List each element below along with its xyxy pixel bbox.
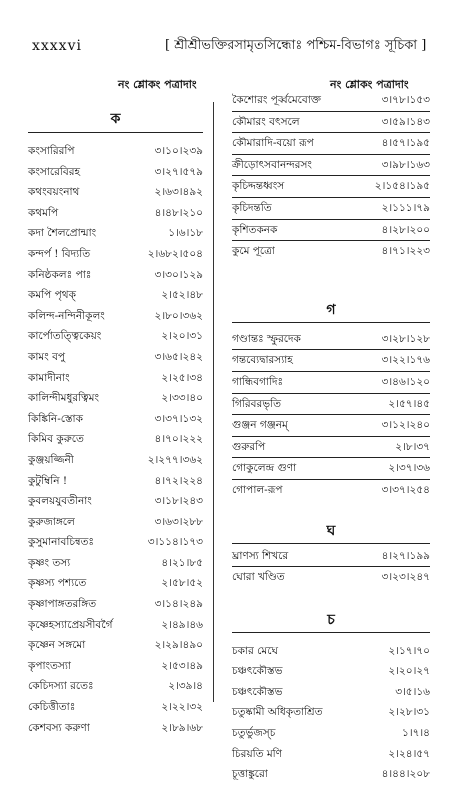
entry-reference: ২।২২।৩২ [161, 701, 203, 714]
index-entry [232, 546, 430, 568]
index-entry [232, 155, 430, 177]
entry-reference: ৪।৪৪।২০৮ [381, 768, 430, 781]
entry-text: কথমপি [28, 206, 59, 219]
column-divider [213, 102, 214, 702]
index-entry [28, 512, 203, 533]
index-entry [28, 203, 203, 224]
entry-reference: ২।৫৩।৪৯ [161, 659, 203, 672]
index-entry [232, 329, 430, 351]
page-number: xxxxvi [32, 38, 82, 54]
entry-text: গণ্ডান্তঃ স্ফুরদেক [232, 332, 301, 345]
entry-text: কৃষ্ণেহস্যাপ্রেয়সীবর্গৈ [28, 618, 113, 631]
index-entry [232, 241, 430, 262]
index-entry [28, 326, 203, 347]
entry-text: কুটুম্বিনি ! [28, 474, 68, 487]
entry-text: ঘোরা খণ্ডিত [232, 571, 285, 584]
index-entry [232, 702, 430, 723]
entry-text: চতুষ্কামী অধিকৃতাশ্রিত [232, 706, 323, 719]
entry-text: চকার মেঘে [232, 644, 278, 657]
index-entry [28, 615, 203, 636]
entry-text: কুসুমানাবচিন্বতঃ [28, 536, 95, 549]
index-entry [28, 141, 203, 162]
entry-reference: ৩।৫৯।১৪৩ [381, 115, 430, 128]
entry-reference: ২।৮৯।৬৮ [161, 721, 203, 734]
entry-reference: ৩।২৮।১২৮ [381, 332, 430, 345]
entry-text: গিরিবরভৃতি [232, 397, 281, 410]
entry-text: চঞ্চৎকৌস্তভ [232, 685, 283, 698]
entry-reference: ৩।২২।১৭৬ [381, 354, 430, 367]
index-entry [232, 350, 430, 372]
index-entry [28, 429, 203, 450]
entry-reference: ৩।৩৭।২৫৪ [381, 483, 430, 496]
index-entry [28, 635, 203, 656]
entry-text: কামাদীনাং [28, 371, 70, 384]
section-heading-ga: গ [232, 298, 430, 323]
column-header-left: নং শ্লোকং পত্রাদাং [118, 78, 197, 91]
entry-reference: ২।২৭৭।৩৬২ [147, 453, 203, 466]
entry-reference: ৪।২১।৮৫ [161, 556, 203, 569]
entry-text: কৈশোরং পূর্ব্বমেবোক্ত [232, 94, 321, 106]
entry-reference: ৩।৫।১৬ [395, 685, 430, 698]
index-entry [232, 415, 430, 437]
entry-text: কৃষ্ণস্য পশ্যতে [28, 577, 87, 590]
entry-text: চিরয়তি মণি [232, 747, 283, 760]
index-entry [232, 176, 430, 198]
index-entry [232, 198, 430, 220]
column-header-right: নং শ্লোকং পত্রাদাং [330, 78, 409, 91]
entry-reference: ৪।৭১।২২৩ [381, 245, 430, 258]
index-entry [28, 553, 203, 574]
entry-text: চতুর্ভুজস্চ [232, 727, 276, 740]
right-entry-list-ca [232, 641, 430, 785]
entry-text: গুরুরপি [232, 440, 266, 453]
index-entry [28, 285, 203, 306]
entry-text: গোকুলেন্দ্র গুণা [232, 462, 297, 475]
entry-reference: ৩।১১৪।১৭৩ [147, 536, 203, 549]
entry-reference: ২।২৮।৩১ [388, 706, 430, 719]
index-entry [28, 718, 203, 739]
index-entry [28, 409, 203, 430]
entry-text: চূত্তাঙ্কুরো [232, 768, 268, 781]
entry-reference: ১।৬।১৮ [168, 227, 203, 240]
entry-reference: ২।২০।৩১ [161, 330, 203, 343]
index-entry [232, 723, 430, 744]
entry-text: কন্দর্প ! বিদ্যতি [28, 247, 91, 260]
entry-text: গান্ধিবগাদিঃ [232, 375, 284, 388]
entry-reference: ৪।৫৭।১৯৫ [381, 137, 430, 150]
entry-text: কৃচিদ্দন্তধ্বংস [232, 180, 285, 193]
entry-reference: ২।৪৯।৪৬ [161, 618, 203, 631]
entry-reference: ২।৫৭।৪৫ [388, 397, 430, 410]
index-entry [28, 697, 203, 718]
entry-reference: ২।৩৭।৩৬ [388, 462, 430, 475]
section-heading-ka: ক [28, 104, 203, 133]
entry-reference: ৩।১২।২৪০ [381, 419, 430, 432]
index-entry [28, 450, 203, 471]
entry-reference: ৩।২৩।২৪৭ [381, 571, 430, 584]
entry-reference: ৪।৭২।২২৪ [154, 474, 203, 487]
index-entry [28, 306, 203, 327]
entry-reference: ২।১৭।৭০ [388, 644, 430, 657]
entry-reference: ৩।১৪।২৪৯ [154, 598, 203, 611]
index-entry [28, 368, 203, 389]
entry-text: কমপি পৃথক্ [28, 289, 76, 302]
entry-reference: ২।৮।৩৭ [395, 440, 430, 453]
entry-reference: ২।৫৮।৫২ [161, 577, 203, 590]
entry-reference: ২।২০।২৭ [388, 665, 430, 678]
index-entry [232, 641, 430, 662]
index-entry [28, 471, 203, 492]
entry-reference: ৩।৬৩।২৮৮ [154, 515, 203, 528]
entry-text: গোপাল-রূপ [232, 483, 283, 496]
entry-reference: ২।১১১।৭৯ [381, 201, 430, 214]
index-entry [232, 394, 430, 416]
entry-text: কার্পোতত্ত্বিকেয়ং [28, 330, 102, 343]
index-entry [28, 388, 203, 409]
index-entry [232, 437, 430, 459]
entry-text: ক্রীড়োৎসবানন্দরসং [232, 158, 312, 171]
entry-text: কৌমারং বৎসলে [232, 115, 300, 128]
entry-text: কৃষ্ণাপাঙ্গতরঙ্গিত [28, 598, 97, 611]
entry-reference: ২।৬৮২।৫০৪ [147, 247, 203, 260]
index-entry [232, 682, 430, 703]
entry-text: কামং বপু [28, 350, 66, 363]
index-entry [232, 661, 430, 682]
right-entry-list-ka [232, 90, 430, 262]
entry-reference: ৩।৩৭।১৩২ [154, 412, 203, 425]
entry-reference: ১।৭।৪ [402, 727, 430, 740]
entry-reference: ২।২৫।৩৪ [161, 371, 203, 384]
index-entry [28, 532, 203, 553]
entry-reference: ৩।৪৬।১২০ [381, 375, 430, 388]
entry-reference: ৩।১০।২৩৯ [154, 145, 203, 157]
entry-text: কলিন্দ-নন্দিনীকূলং [28, 309, 105, 322]
entry-text: কিঙ্কিনি-স্তোক [28, 412, 83, 425]
entry-text: কংসারিরপি [28, 145, 75, 157]
index-entry [232, 480, 430, 501]
index-entry [28, 594, 203, 615]
entry-text: গুঞ্জন গঞ্জনম্ [232, 419, 288, 432]
index-entry [232, 764, 430, 785]
index-entry [28, 223, 203, 244]
entry-reference: ৩।১৮।২৪৩ [154, 495, 203, 508]
section-heading-ca: চ [232, 608, 430, 633]
index-entry [28, 491, 203, 512]
index-entry [28, 676, 203, 697]
right-column [232, 90, 430, 785]
entry-reference: ৩।৩০।১২৯ [154, 268, 203, 281]
index-entry [232, 112, 430, 134]
entry-reference: ২।৩৩।৪০ [161, 392, 203, 405]
index-entry [232, 220, 430, 242]
index-entry [232, 744, 430, 765]
left-column [28, 104, 203, 738]
index-entry [28, 244, 203, 265]
index-entry [28, 656, 203, 677]
section-heading-gha: ঘ [232, 519, 430, 544]
entry-text: কেশবস্য করুণা [28, 721, 90, 734]
running-head: [ শ্রীশ্রীভক্তিরসামৃতসিন্ধোঃ পশ্চিম-বিভাগঃ সূচিকা ] [165, 38, 427, 53]
right-entry-list-gha [232, 546, 430, 588]
index-entry [232, 90, 430, 112]
entry-text: কনিষ্ঠকলঃ পাঃ [28, 268, 92, 281]
index-entry [232, 133, 430, 155]
entry-text: কিমিব কুরুতে [28, 433, 84, 446]
entry-text: কেচিদস্যা রতেঃ [28, 680, 94, 693]
entry-text: কৃষ্ণং তস্য [28, 556, 71, 569]
entry-reference: ৪।২৭।১৯৯ [381, 549, 430, 562]
entry-text: কুবলয়যুবতীনাং [28, 495, 92, 508]
entry-reference: ৪।৭০।২২২ [154, 433, 203, 446]
entry-reference: ৪।৪৮।২১০ [154, 206, 203, 219]
left-entry-list [28, 141, 203, 738]
entry-text: কুঞ্জয়জ্জিনী [28, 453, 74, 466]
entry-text: কৌমারাদি-বয়ো রূপ [232, 137, 314, 150]
entry-text: কথংবয়ংনাথ [28, 186, 80, 199]
entry-reference: ২।৬৩।৪৯২ [154, 186, 203, 199]
entry-text: কৃপাংতস্যা [28, 659, 71, 672]
entry-reference: ২।৫২।৪৮ [161, 289, 203, 302]
entry-reference: ২।৩৯।৪ [168, 680, 203, 693]
entry-reference: ৩।৯৮।১৬৩ [381, 158, 430, 171]
entry-text: কুরুজাঙ্গলে [28, 515, 75, 528]
entry-reference: ২।২৯।৪৯০ [154, 639, 203, 652]
entry-text: কৃচিদন্ততি [232, 201, 272, 214]
entry-text: কেচিত্তীতাঃ [28, 701, 76, 714]
entry-reference: ৪।২৮।২০০ [381, 223, 430, 236]
index-entry [28, 573, 203, 594]
index-entry [28, 182, 203, 203]
entry-text: কংসারেবিরহ [28, 165, 80, 178]
entry-reference: ২।২৪।৫৭ [388, 747, 430, 760]
entry-reference: ২।৮০।৩৬২ [154, 309, 203, 322]
index-entry [28, 265, 203, 286]
entry-reference: ৩।৭৮।১৫৩ [381, 94, 430, 106]
entry-reference: ৩।২৭।৫৭৯ [154, 165, 203, 178]
entry-text: ঘ্রাণস্য শিখরে [232, 549, 289, 562]
entry-text: কুমে পূত্রো [232, 245, 275, 258]
entry-text: কৃশিতকনক [232, 223, 278, 236]
index-entry [232, 372, 430, 394]
entry-text: কৃষ্ণেন সঙ্গমো [28, 639, 86, 652]
index-entry [28, 162, 203, 183]
index-entry [232, 458, 430, 480]
index-entry [28, 347, 203, 368]
entry-text: গন্তব্যেদ্বারস্যাহ [232, 354, 293, 367]
entry-reference: ৩।৬৫।২৪২ [154, 350, 203, 363]
index-entry [232, 567, 430, 588]
entry-text: কদা শৈলপ্রোন্মাং [28, 227, 97, 240]
entry-text: কালিন্দীমধুরত্বিমং [28, 392, 99, 405]
entry-reference: ২।১৫৪।১৯৫ [374, 180, 430, 193]
entry-text: চঞ্চৎকৌস্তভ [232, 665, 283, 678]
right-entry-list-ga [232, 329, 430, 501]
